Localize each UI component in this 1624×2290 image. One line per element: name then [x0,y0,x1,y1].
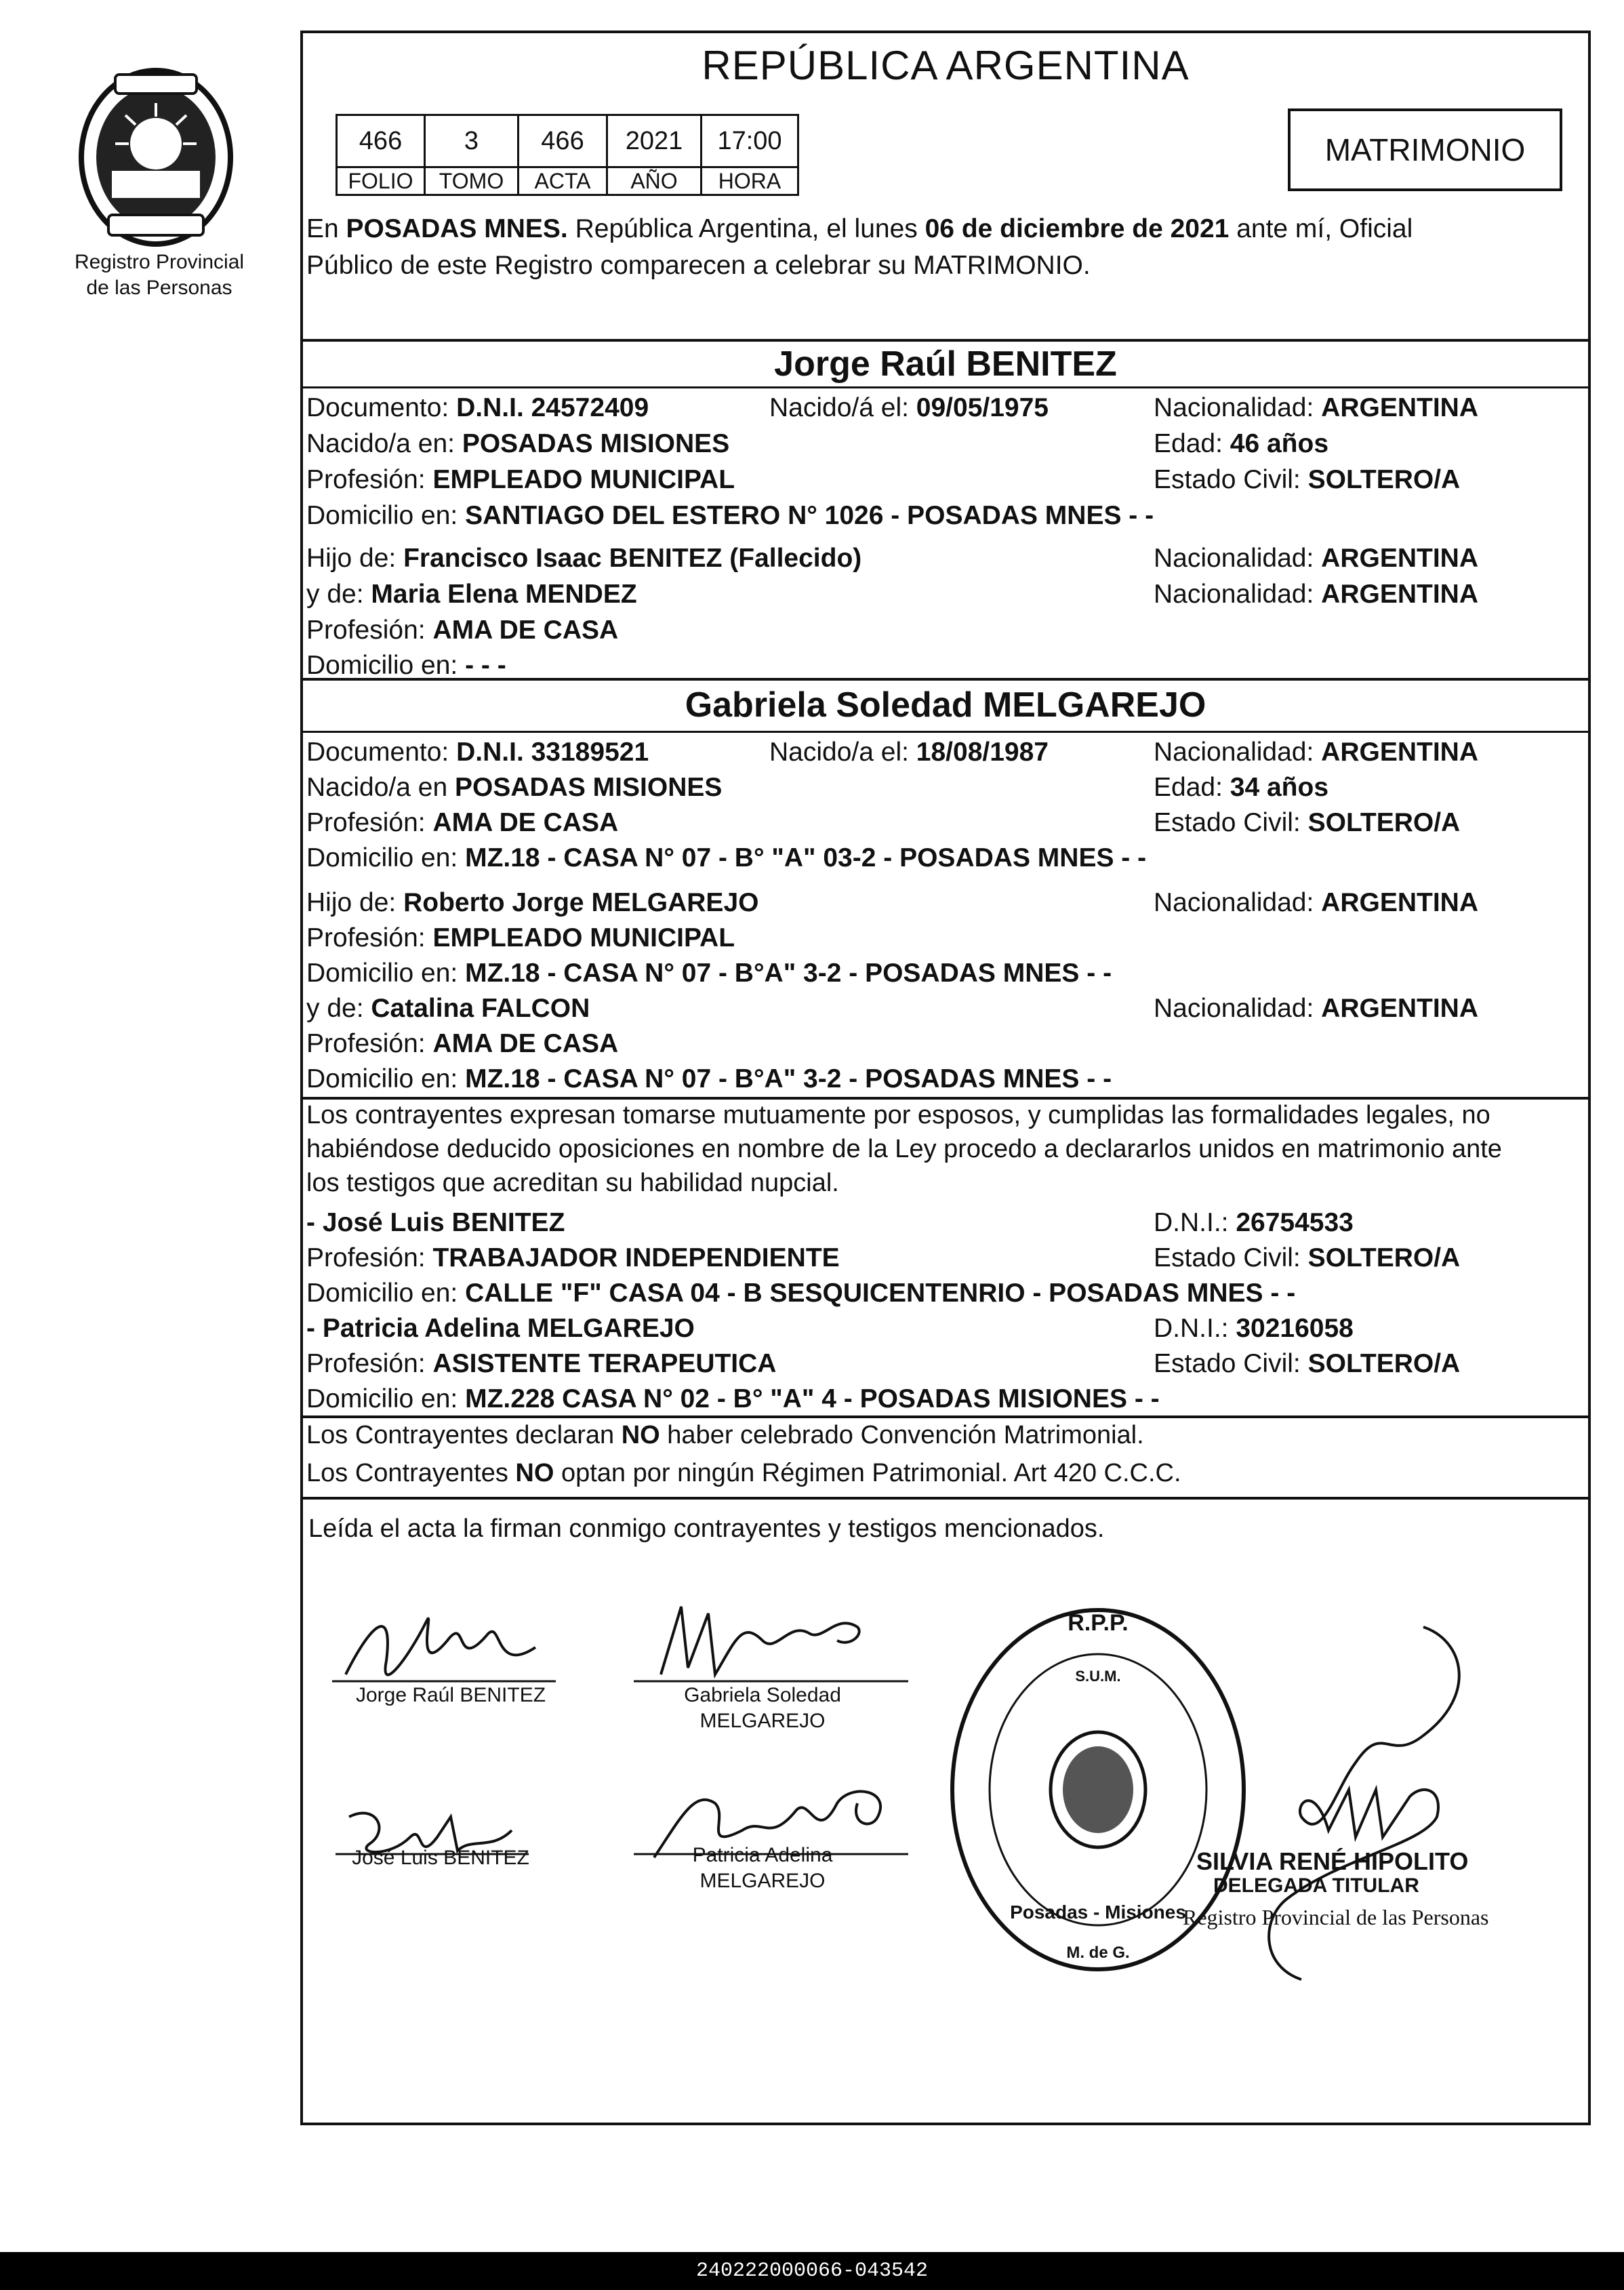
witness1-dni: D.N.I.: 26754533 [1154,1208,1354,1237]
intro-line2: Público de este Registro comparecen a celebrar su MATRIMONIO. [306,251,1091,280]
bride-document: Documento: D.N.I. 33189521 [306,738,649,767]
bride-age: Edad: 34 años [1154,773,1329,802]
bride-mother-address: Domicilio en: MZ.18 - CASA N° 07 - B°A" 3-2 - POSADAS MNES - - [306,1064,1112,1093]
groom-father-nationality: Nacionalidad: ARGENTINA [1154,544,1479,573]
witness2-civil-status: Estado Civil: SOLTERO/A [1154,1349,1461,1378]
svg-text:R.P.P.: R.P.P. [1068,1610,1129,1636]
groom-profession: Profesión: EMPLEADO MUNICIPAL [306,465,735,494]
witness2-address: Domicilio en: MZ.228 CASA N° 02 - B° "A" 4 - POSADAS MISIONES - - [306,1384,1160,1413]
bride-signature [634,1580,918,1702]
bride-father-profession: Profesión: EMPLEADO MUNICIPAL [306,923,735,952]
groom-birthdate: Nacido/á el: 09/05/1975 [769,393,1049,422]
witness2-name: - Patricia Adelina MELGAREJO [306,1314,695,1343]
bride-mother-nationality: Nacionalidad: ARGENTINA [1154,994,1479,1023]
reading-statement: Leída el acta la firman conmigo contrayentes y testigos mencionados. [308,1514,1105,1543]
groom-signature [332,1580,556,1702]
official-signature [1220,1613,1491,1993]
document-barcode-footer: 240222000066-043542 [0,2252,1624,2290]
svg-text:M. de G.: M. de G. [1066,1944,1130,1962]
divider-groom [300,339,1591,342]
bride-signature-caption-line2: MELGAREJO [699,1710,826,1732]
groom-address: Domicilio en: SANTIAGO DEL ESTERO N° 1026 - POSADAS MNES - - [306,501,1154,530]
divider-groom-name [300,386,1591,388]
hora-label: HORA [702,167,798,195]
svg-text:Posadas - Misiones: Posadas - Misiones [1010,1902,1186,1923]
declaration-line3: los testigos que acreditan su habilidad nupcial. [306,1169,839,1197]
official-name: SILVIA RENÉ HIPOLITO [1196,1847,1469,1875]
witness2-profession: Profesión: ASISTENTE TERAPEUTICA [306,1349,777,1378]
official-organization: Registro Provincial de las Personas [1183,1905,1489,1929]
bride-signature-caption-line1: Gabriela Soledad [684,1684,841,1706]
witness1-profession: Profesión: TRABAJADOR INDEPENDIENTE [306,1243,840,1272]
groom-parents-address: Domicilio en: - - - [306,651,506,680]
intro-line1: En POSADAS MNES. República Argentina, el lunes 06 de diciembre de 2021 ante mí, Oficial [306,214,1413,243]
groom-birthplace: Nacido/a en: POSADAS MISIONES [306,429,730,458]
groom-mother-profession: Profesión: AMA DE CASA [306,616,619,645]
witness2-dni: D.N.I.: 30216058 [1154,1314,1354,1343]
divider-convention [300,1415,1591,1418]
country-title: REPÚBLICA ARGENTINA [702,43,1190,88]
divider-declaration [300,1097,1591,1100]
witness1-name: - José Luis BENITEZ [306,1208,565,1237]
tomo-label: TOMO [425,167,519,195]
bride-mother: y de: Catalina FALCON [306,994,590,1023]
witness2-signature-caption-line2: MELGAREJO [699,1870,826,1892]
declaration-line2: habiéndose deducido oposiciones en nombre de la Ley procedo a declararlos unidos en matrimonio ante [306,1135,1502,1163]
witness1-address: Domicilio en: CALLE "F" CASA 04 - B SESQUICENTENRIO - POSADAS MNES - - [306,1279,1296,1308]
record-type-box: MATRIMONIO [1288,108,1562,191]
groom-signature-caption: Jorge Raúl BENITEZ [355,1684,546,1706]
bride-birthplace: Nacido/a en POSADAS MISIONES [306,773,723,802]
groom-document: Documento: D.N.I. 24572409 [306,393,649,422]
ano-value: 2021 [607,115,702,167]
bride-address: Domicilio en: MZ.18 - CASA N° 07 - B° "A" 03-2 - POSADAS MNES - - [306,843,1147,872]
groom-name: Jorge Raúl BENITEZ [774,344,1117,384]
bride-father-address: Domicilio en: MZ.18 - CASA N° 07 - B°A" 3-2 - POSADAS MNES - - [306,959,1112,988]
bride-nationality: Nacionalidad: ARGENTINA [1154,738,1479,767]
ano-label: AÑO [607,167,702,195]
official-role: DELEGADA TITULAR [1213,1874,1419,1897]
acta-label: ACTA [519,167,607,195]
acta-value: 466 [519,115,607,167]
groom-nationality: Nacionalidad: ARGENTINA [1154,393,1479,422]
bride-birthdate: Nacido/a el: 18/08/1987 [769,738,1049,767]
record-number-table [336,114,799,196]
folio-label: FOLIO [337,167,425,195]
convention-line1: Los Contrayentes declaran NO haber celebrado Convención Matrimonial. [306,1421,1144,1449]
registry-label-line2: de las Personas [86,277,232,299]
groom-age: Edad: 46 años [1154,429,1329,458]
bride-profession: Profesión: AMA DE CASA [306,808,619,837]
folio-value: 466 [337,115,425,167]
bride-mother-profession: Profesión: AMA DE CASA [306,1029,619,1058]
divider-bride [300,678,1591,681]
witness2-signature-caption-line1: Patricia Adelina [692,1844,833,1866]
convention-line2: Los Contrayentes NO optan por ningún Régimen Patrimonial. Art 420 C.C.C. [306,1459,1181,1487]
divider-bride-name [300,731,1591,733]
divider-signatures [300,1497,1591,1500]
declaration-line1: Los contrayentes expresan tomarse mutuamente por esposos, y cumplidas las formalidades legales, no [306,1101,1490,1129]
registry-label-line1: Registro Provincial [74,251,245,273]
province-seal-logo [71,62,241,252]
witness1-civil-status: Estado Civil: SOLTERO/A [1154,1243,1461,1272]
bride-father: Hijo de: Roberto Jorge MELGAREJO [306,888,759,917]
groom-civil-status: Estado Civil: SOLTERO/A [1154,465,1461,494]
bride-name: Gabriela Soledad MELGAREJO [685,685,1206,725]
witness1-signature-caption: José Luis BENITEZ [352,1847,529,1869]
groom-mother: y de: Maria Elena MENDEZ [306,580,637,609]
svg-text:S.U.M.: S.U.M. [1075,1668,1121,1685]
groom-mother-nationality: Nacionalidad: ARGENTINA [1154,580,1479,609]
bride-father-nationality: Nacionalidad: ARGENTINA [1154,888,1479,917]
bride-civil-status: Estado Civil: SOLTERO/A [1154,808,1461,837]
hora-value: 17:00 [702,115,798,167]
tomo-value: 3 [425,115,519,167]
groom-father: Hijo de: Francisco Isaac BENITEZ (Fallecido) [306,544,862,573]
